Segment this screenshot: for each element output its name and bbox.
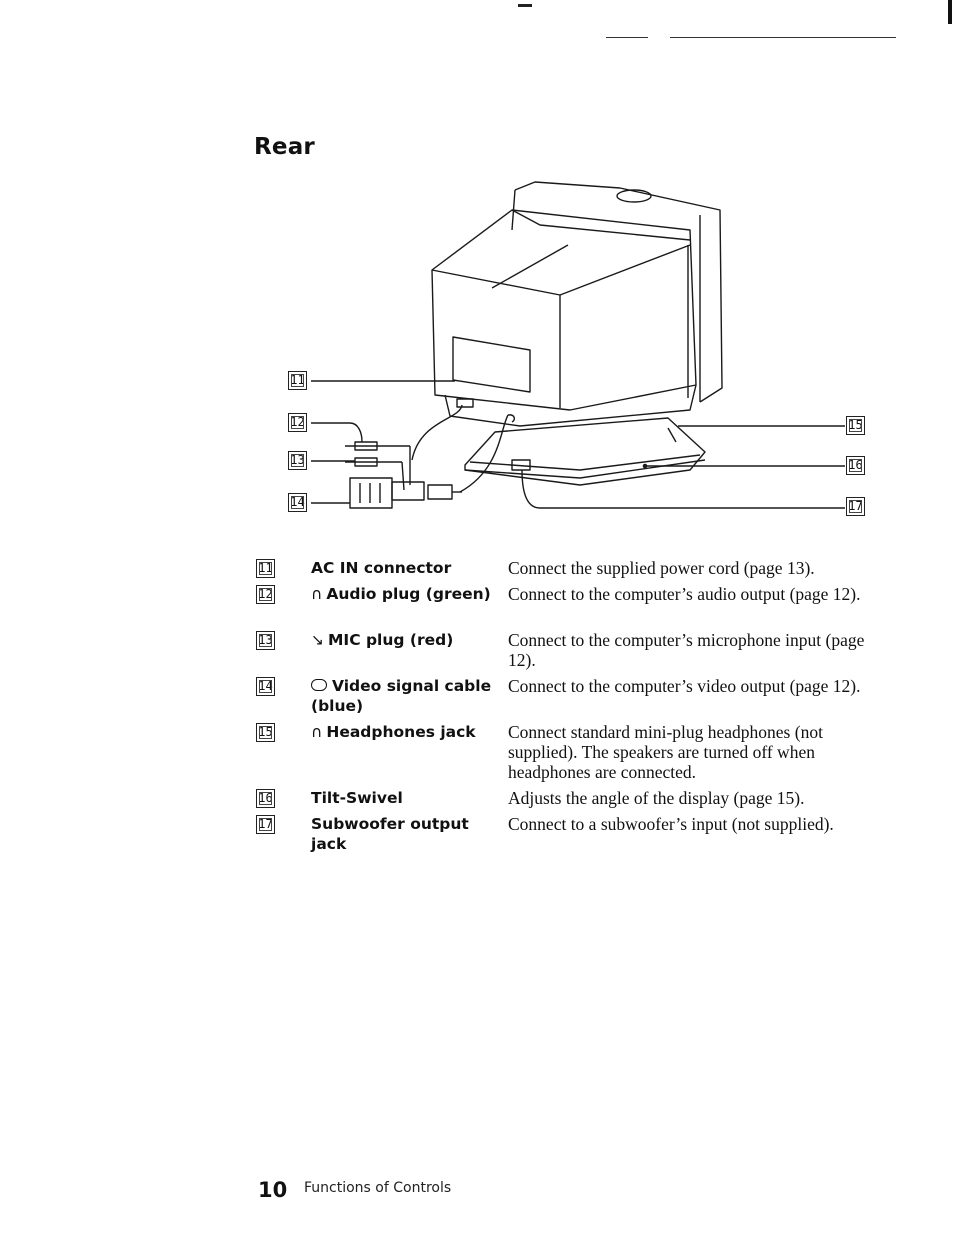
monitor-lower-taper	[445, 385, 696, 426]
callout-17: 17	[846, 497, 865, 516]
callout-14: 14	[288, 493, 307, 512]
page-number: 10	[258, 1178, 288, 1202]
legend-desc: Connect to a subwoofer’s input (not supplied).	[508, 814, 834, 834]
headphone-icon: ∩	[311, 585, 323, 603]
rear-view-figure	[0, 170, 954, 530]
legend-label: Video signal cable (blue)	[311, 677, 492, 715]
monitor-top-button	[617, 190, 651, 202]
section-title: Rear	[254, 134, 315, 160]
header-rule-gap	[648, 36, 670, 39]
scan-mark	[518, 4, 532, 7]
video-cable-ferrite	[428, 485, 452, 499]
callout-13: 13	[288, 451, 307, 470]
cable-loop	[508, 415, 514, 422]
headphones-jack	[668, 428, 676, 442]
legend-label: Subwoofer output jack	[311, 815, 469, 853]
headphone-icon: ∩	[311, 723, 323, 741]
rear-label-panel	[453, 337, 530, 392]
legend-desc: Connect to the computer’s microphone input (page 12).	[508, 630, 865, 670]
legend-label: ↘ MIC plug (red)	[311, 631, 454, 649]
power-cord	[412, 405, 462, 460]
video-cable-body	[392, 482, 424, 500]
legend-label: ∩ Headphones jack	[311, 723, 476, 741]
video-cable	[460, 415, 508, 492]
plug-cable-leads	[402, 446, 410, 490]
legend-desc: Connect the supplied power cord (page 13).	[508, 558, 815, 578]
callout-16: 16	[846, 456, 865, 475]
legend-num: 17	[256, 815, 275, 834]
video-cable-icon	[350, 478, 392, 508]
legend-desc: Connect to the computer’s video output (page 12).	[508, 676, 861, 696]
legend-desc: Connect standard mini-plug headphones (not supplied). The speakers are turned off when headphones are connected.	[508, 722, 823, 782]
legend-label: Tilt-Swivel	[311, 789, 403, 807]
stand-top-edge	[470, 455, 700, 470]
page-edge-bar	[948, 0, 952, 24]
legend-desc: Adjusts the angle of the display (page 15).	[508, 788, 805, 808]
footer-section-title: Functions of Controls	[304, 1180, 452, 1196]
microphone-icon: ↘	[311, 631, 324, 649]
leader-17	[522, 470, 845, 508]
legend-num: 14	[256, 677, 275, 696]
crt-monitor-rear-illustration	[0, 170, 954, 530]
video-connector-pins	[360, 483, 380, 503]
callout-12: 12	[288, 413, 307, 432]
ac-in-connector	[457, 399, 473, 407]
monitor-top-ridge	[512, 210, 690, 240]
legend-num: 11	[256, 559, 275, 578]
callout-15: 15	[846, 416, 865, 435]
legend-num: 15	[256, 723, 275, 742]
tilt-swivel-stand	[465, 418, 705, 485]
leader-12	[311, 423, 362, 442]
monitor-back-ridge	[432, 245, 690, 295]
legend-num: 13	[256, 631, 275, 650]
video-oval-icon	[311, 679, 327, 691]
monitor-back-seam	[492, 245, 568, 288]
legend-num: 12	[256, 585, 275, 604]
legend-label: ∩ Audio plug (green)	[311, 585, 491, 603]
legend-label: AC IN connector	[311, 559, 452, 577]
legend-desc: Connect to the computer’s audio output (page 12).	[508, 584, 861, 604]
callout-11: 11	[288, 371, 307, 390]
monitor-rear-housing	[432, 210, 696, 410]
legend-num: 16	[256, 789, 275, 808]
